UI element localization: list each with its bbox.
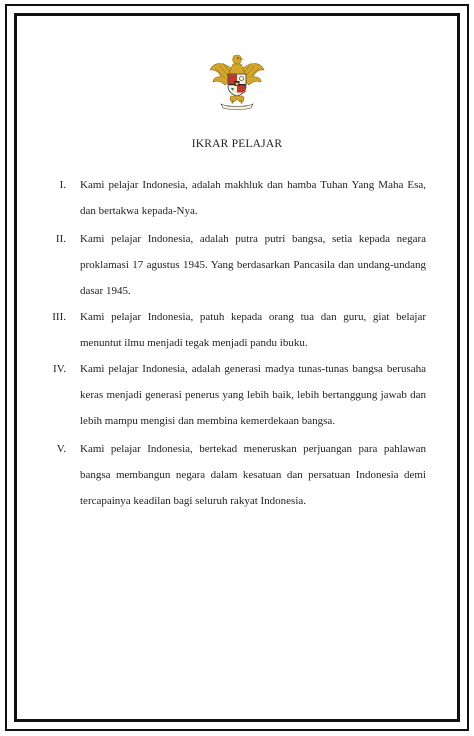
pledge-item (0, 226, 474, 304)
pledge-text: Kami pelajar Indonesia, adalah generasi madya tunas-tunas bangsa berusaha keras menjadi generasi penerus yang lebih baik, lebih bertanggung jawab dan lebih mampu mengisi dan membina kemerdekaan bangsa. (80, 363, 426, 427)
pledge-text: Kami pelajar Indonesia, patuh kepada orang tua dan guru, giat belajar menuntut ilmu menjadi tegak menjadi pandu ibuku. (80, 311, 426, 349)
pledge-item (0, 304, 474, 356)
garuda-pancasila-emblem-icon (207, 52, 267, 112)
pledge-text: Kami pelajar Indonesia, adalah makhluk dan hamba Tuhan Yang Maha Esa, dan bertakwa kepada-Nya. (80, 179, 426, 217)
pledge-list (0, 172, 474, 514)
pledge-item (0, 172, 474, 224)
pledge-item (0, 356, 474, 436)
pledge-number: IV. (53, 363, 66, 375)
pledge-number: III. (52, 311, 66, 323)
pledge-number: V. (56, 443, 66, 455)
pledge-text: Kami pelajar Indonesia, bertekad meneruskan perjuangan para pahlawan bangsa membangun negara dalam kesatuan dan persatuan Indonesia demi tercapainya keadilan bagi seluruh rakyat Indonesia. (80, 443, 426, 507)
document-title: IKRAR PELAJAR (191, 138, 283, 150)
pledge-number: I. (59, 179, 66, 191)
pledge-item (0, 436, 474, 514)
pledge-number: II. (55, 233, 66, 245)
pledge-text: Kami pelajar Indonesia, adalah putra putri bangsa, setia kepada negara proklamasi 17 agustus 1945. Yang berdasarkan Pancasila dan undang-undang dasar 1945. (80, 233, 426, 297)
